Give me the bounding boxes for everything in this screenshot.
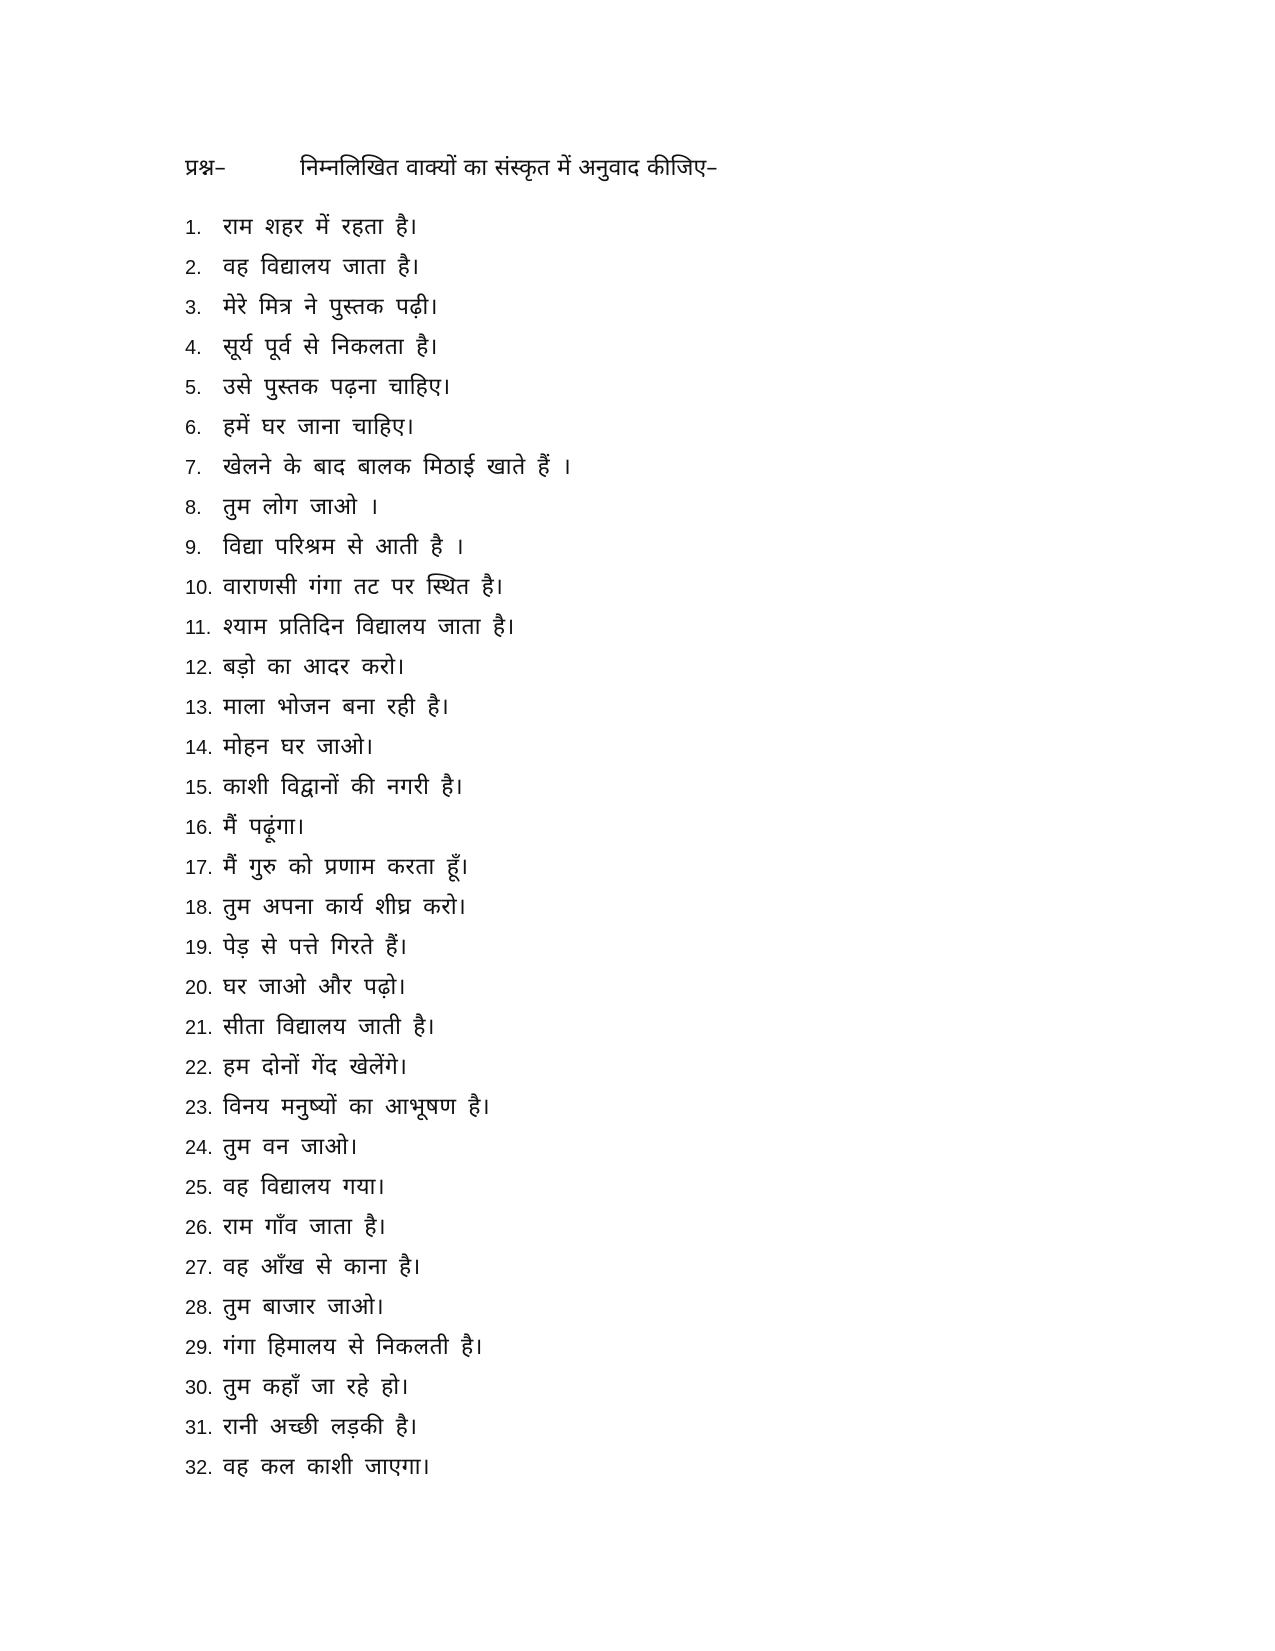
item-text: तुम वन जाओ। [223, 1134, 358, 1160]
item-text: राम शहर में रहता है। [223, 214, 418, 240]
item-text: वह आँख से काना है। [223, 1254, 421, 1280]
item-text: घर जाओ और पढ़ो। [223, 974, 407, 1000]
sentence-item [185, 805, 571, 845]
item-number: 21. [185, 1016, 213, 1039]
item-number: 15. [185, 776, 213, 799]
item-number: 29. [185, 1336, 213, 1359]
item-number: 31. [185, 1416, 213, 1439]
sentence-item [185, 205, 571, 245]
sentence-item [185, 1085, 571, 1125]
sentence-item [185, 1365, 571, 1405]
sentence-item [185, 405, 571, 445]
item-text: राम गाँव जाता है। [223, 1214, 387, 1240]
sentence-item [185, 1325, 571, 1365]
sentence-item [185, 645, 571, 685]
item-text: तुम अपना कार्य शीघ्र करो। [223, 894, 467, 920]
item-text: खेलने के बाद बालक मिठाई खाते हैं । [223, 454, 572, 480]
item-text: माला भोजन बना रही है। [223, 694, 450, 720]
item-text: वह विद्यालय गया। [223, 1174, 386, 1200]
item-number: 7. [185, 456, 202, 479]
sentence-item [185, 1405, 571, 1445]
item-text: हमें घर जाना चाहिए। [223, 414, 415, 440]
item-number: 24. [185, 1136, 213, 1159]
item-text: पेड़ से पत्ते गिरते हैं। [223, 934, 408, 960]
item-number: 30. [185, 1376, 213, 1399]
question-label: प्रश्न– [185, 155, 226, 181]
item-number: 1. [185, 216, 202, 239]
item-text: वह कल काशी जाएगा। [223, 1454, 431, 1480]
question-instruction: निम्नलिखित वाक्यों का संस्कृत में अनुवाद कीजिए– [300, 155, 718, 181]
item-number: 32. [185, 1456, 213, 1479]
item-number: 18. [185, 896, 213, 919]
sentence-item [185, 1125, 571, 1165]
item-number: 28. [185, 1296, 213, 1319]
item-number: 23. [185, 1096, 213, 1119]
item-number: 11. [185, 616, 212, 639]
item-number: 10. [185, 576, 213, 599]
item-text: तुम लोग जाओ । [223, 494, 379, 520]
item-number: 4. [185, 336, 202, 359]
item-text: मोहन घर जाओ। [223, 734, 374, 760]
sentence-item [185, 565, 571, 605]
item-number: 6. [185, 416, 202, 439]
item-number: 9. [185, 536, 202, 559]
item-number: 2. [185, 256, 202, 279]
item-number: 3. [185, 296, 202, 319]
sentence-item [185, 525, 571, 565]
item-number: 17. [185, 856, 213, 879]
sentence-item [185, 1045, 571, 1085]
item-text: सूर्य पूर्व से निकलता है। [223, 334, 439, 360]
sentence-item [185, 925, 571, 965]
item-text: उसे पुस्तक पढ़ना चाहिए। [223, 374, 451, 400]
item-number: 8. [185, 496, 202, 519]
item-number: 27. [185, 1256, 213, 1279]
item-text: श्याम प्रतिदिन विद्यालय जाता है। [223, 614, 515, 640]
sentence-item [185, 445, 571, 485]
item-text: गंगा हिमालय से निकलती है। [223, 1334, 483, 1360]
item-number: 12. [185, 656, 213, 679]
item-text: हम दोनों गेंद खेलेंगे। [223, 1054, 408, 1080]
sentence-item [185, 485, 571, 525]
item-number: 19. [185, 936, 213, 959]
sentence-item [185, 965, 571, 1005]
item-text: रानी अच्छी लड़की है। [223, 1414, 418, 1440]
sentence-item [185, 365, 571, 405]
item-text: सीता विद्यालय जाती है। [223, 1014, 436, 1040]
item-text: मैं गुरु को प्रणाम करता हूँ। [223, 854, 469, 880]
item-text: विनय मनुष्यों का आभूषण है। [223, 1094, 491, 1120]
item-number: 26. [185, 1216, 213, 1239]
item-text: मैं पढ़ूंगा। [223, 814, 305, 840]
item-number: 13. [185, 696, 213, 719]
item-number: 25. [185, 1176, 213, 1199]
item-number: 22. [185, 1056, 213, 1079]
sentence-item [185, 845, 571, 885]
item-text: काशी विद्वानों की नगरी है। [223, 774, 464, 800]
item-text: वाराणसी गंगा तट पर स्थित है। [223, 574, 504, 600]
question-heading [185, 148, 718, 184]
item-text: तुम कहाँ जा रहे हो। [223, 1374, 409, 1400]
item-text: मेरे मित्र ने पुस्तक पढ़ी। [223, 294, 439, 320]
sentence-item [185, 1205, 571, 1245]
item-number: 14. [185, 736, 213, 759]
sentence-item [185, 1005, 571, 1045]
item-number: 20. [185, 976, 213, 999]
sentence-item [185, 325, 571, 365]
sentence-item [185, 245, 571, 285]
sentence-list [185, 205, 571, 1485]
sentence-item [185, 765, 571, 805]
item-text: तुम बाजार जाओ। [223, 1294, 385, 1320]
item-text: विद्या परिश्रम से आती है । [223, 534, 465, 560]
sentence-item [185, 1245, 571, 1285]
sentence-item [185, 1165, 571, 1205]
sentence-item [185, 285, 571, 325]
item-text: वह विद्यालय जाता है। [223, 254, 420, 280]
sentence-item [185, 605, 571, 645]
sentence-item [185, 725, 571, 765]
sentence-item [185, 685, 571, 725]
item-number: 5. [185, 376, 202, 399]
sentence-item [185, 1445, 571, 1485]
item-number: 16. [185, 816, 213, 839]
sentence-item [185, 885, 571, 925]
sentence-item [185, 1285, 571, 1325]
item-text: बड़ो का आदर करो। [223, 654, 405, 680]
